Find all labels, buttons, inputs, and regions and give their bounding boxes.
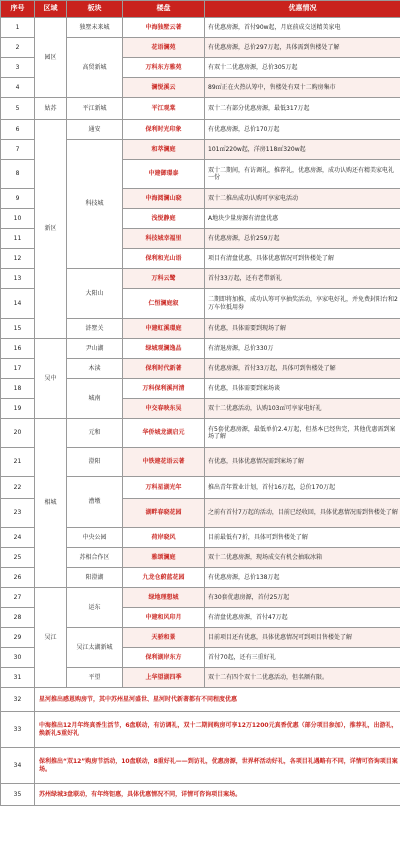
row-number: 5 [1,98,35,120]
offer-text: 有5套优惠房源，最低单价2.4万起，但基本已经售完，其他优惠需到案场了解 [205,419,400,448]
project-name: 九龙仓蔚蓝花园 [123,568,205,588]
board-cell: 吴江太湖新城 [67,628,123,668]
board-cell: 元和 [67,419,123,448]
row-number: 23 [1,499,35,528]
area-cell: 姑苏 [35,98,67,120]
table-row [1,339,400,359]
row-number: 13 [1,269,35,289]
offer-text: 有优惠，具体需要到现场了解 [205,319,400,339]
offer-text: 有优惠房源，首付90w起，月底前成交送精美家电 [205,18,400,38]
offer-text: 双十二优惠房源，现场成交有机会抽取冰箱 [205,548,400,568]
col-header-board: 板块 [67,1,123,18]
board-cell: 独墅未来城 [67,18,123,38]
row-number: 28 [1,608,35,628]
project-name: 中建虹溪璟庭 [123,319,205,339]
row-number: 22 [1,477,35,499]
row-number: 17 [1,359,35,379]
table-row [1,18,400,38]
offer-text: 有优惠，具体优惠情况需到案场了解 [205,448,400,477]
offer-text: 有清退房源，总价330万 [205,339,400,359]
project-name: 花语澜苑 [123,38,205,58]
offer-text: 有30套优惠房源，首付25万起 [205,588,400,608]
board-cell: 高贸新城 [67,38,123,98]
offer-text: 有优惠房源，总价138万起 [205,568,400,588]
row-number: 32 [1,688,35,712]
project-name: 澜悦溪云 [123,78,205,98]
project-name: 和萃澜庭 [123,140,205,160]
offer-text: 有清盘优惠房源，首付47万起 [205,608,400,628]
row-number: 29 [1,628,35,648]
board-cell: 漕墩 [67,477,123,528]
project-name: 湖畔春晓花园 [123,499,205,528]
offer-text: 有优惠房源，总价170万起 [205,120,400,140]
project-name: 保利时光印象 [123,120,205,140]
col-header-project: 楼盘 [123,1,205,18]
row-number: 4 [1,78,35,98]
project-name: 中海独墅云著 [123,18,205,38]
area-cell: 新区 [35,120,67,339]
project-name: 保利时代新著 [123,359,205,379]
offer-text: 有优惠房源，总价297万起，具体需到售楼处了解 [205,38,400,58]
board-cell: 城南 [67,379,123,419]
row-number: 24 [1,528,35,548]
project-name: 上华望湖四季 [123,668,205,688]
offer-text: 101㎡220w起，洋房118㎡320w起 [205,140,400,160]
table-row [1,419,400,448]
row-number: 16 [1,339,35,359]
board-cell: 运东 [67,588,123,628]
offer-text: 有优惠，具体需要到案场谈 [205,379,400,399]
row-number: 21 [1,448,35,477]
project-name: 浅悦静庭 [123,209,205,229]
project-name: 雅颂澜庭 [123,548,205,568]
header-row [1,1,400,18]
board-cell: 科技城 [67,140,123,269]
col-header-area: 区域 [35,1,67,18]
row-number: 8 [1,160,35,189]
note-row [1,748,400,784]
offer-text: 首付70起，还有三重好礼 [205,648,400,668]
board-cell: 浒墅关 [67,319,123,339]
note-row [1,712,400,748]
board-cell: 中央公园 [67,528,123,548]
offer-text: 89㎡正在火热认筹中，售楼处有双十二购房集市 [205,78,400,98]
offer-text: 双十二推出成功认购可享家电活动 [205,189,400,209]
project-name: 绿城观澜逸品 [123,339,205,359]
project-name: 中海阅澜山晓 [123,189,205,209]
row-number: 2 [1,38,35,58]
note-text: 保利推出“双12”购房节活动，10盘联动，8重好礼——到访礼，优惠房源，世界杯活动好礼，各项目礼遇略有不同，详情可咨询项目案场。 [35,748,400,784]
offer-text: 目前最低有7折，具体可到售楼处了解 [205,528,400,548]
offer-text: 有双十二优惠房源，总价305万起 [205,58,400,78]
row-number: 20 [1,419,35,448]
offer-text: 二期即将加推，成功认筹可享抽奖活动，享家电好礼，并免费封阳台和2万车位抵用券 [205,289,400,319]
note-row [1,688,400,712]
project-name: 华侨城龙湖启元 [123,419,205,448]
offer-text: 双十二优惠活动，认购103㎡可享家电好礼 [205,399,400,419]
row-number: 31 [1,668,35,688]
project-name: 万科保利溪河清 [123,379,205,399]
row-number: 25 [1,548,35,568]
row-number: 18 [1,379,35,399]
row-number: 27 [1,588,35,608]
row-number: 11 [1,229,35,249]
area-cell: 相城 [35,419,67,588]
offer-text: 推出青年置业计划，首付16万起，总价170万起 [205,477,400,499]
row-number: 33 [1,712,35,748]
project-name: 保利湖岸东方 [123,648,205,668]
project-name: 科技城幸福里 [123,229,205,249]
project-name: 万科云鹭 [123,269,205,289]
project-name: 绿地理想城 [123,588,205,608]
project-name: 仁恒澜庭叙 [123,289,205,319]
project-name: 万科星湖光年 [123,477,205,499]
project-name: 天骄和景 [123,628,205,648]
row-number: 19 [1,399,35,419]
note-text: 星河推出感恩购房节，其中苏州星河盛世、星河时代新著都有不同程度优惠 [35,688,400,712]
project-name: 中建和风印月 [123,608,205,628]
row-number: 9 [1,189,35,209]
offer-text: 双十二期间，有访调礼，推荐礼，优惠房源，成功认购还有精美家电礼一份 [205,160,400,189]
offer-text: 目前项目还有优惠，具体优惠情况可到项目售楼处了解 [205,628,400,648]
board-cell: 大阳山 [67,269,123,319]
board-cell: 阳澄湖 [67,568,123,588]
project-name: 平江观棠 [123,98,205,120]
area-cell: 吴中 [35,339,67,419]
offer-text: 双十二有四个双十二优惠活动，但名额有限。 [205,668,400,688]
area-cell: 吴江 [35,588,67,688]
project-name: 万科东方雅苑 [123,58,205,78]
row-number: 1 [1,18,35,38]
row-number: 12 [1,249,35,269]
board-cell: 尹山湖 [67,339,123,359]
offer-text: 之前有首付7万起的活动，目前已经收回，具体优惠情况需到售楼处了解 [205,499,400,528]
offer-text: 首付33万起，还有老带新礼 [205,269,400,289]
row-number: 7 [1,140,35,160]
row-number: 30 [1,648,35,668]
col-header-offer: 优惠情况 [205,1,400,18]
area-cell: 园区 [35,18,67,98]
project-name: 中铁建花语云著 [123,448,205,477]
project-name: 中交春映东吴 [123,399,205,419]
row-number: 26 [1,568,35,588]
project-name: 保利和光山语 [123,249,205,269]
offer-text: A地块少量房源有清盘优惠 [205,209,400,229]
offer-text: 有优惠房源，首付33万起，具体可到售楼处了解 [205,359,400,379]
offer-text: 双十二有部分优惠房源，最低317万起 [205,98,400,120]
row-number: 14 [1,289,35,319]
project-name: 荷岸晓风 [123,528,205,548]
row-number: 6 [1,120,35,140]
offer-text: 项目有清盘优惠，具体优惠情况可到售楼处了解 [205,249,400,269]
table-row [1,120,400,140]
board-cell: 通安 [67,120,123,140]
row-number: 10 [1,209,35,229]
board-cell: 平望 [67,668,123,688]
board-cell: 澄阳 [67,448,123,477]
offer-text: 有优惠房源，总价259万起 [205,229,400,249]
col-header-no: 序号 [1,1,35,18]
board-cell: 平江新城 [67,98,123,120]
row-number: 3 [1,58,35,78]
note-row [1,784,400,806]
row-number: 34 [1,748,35,784]
board-cell: 苏相合作区 [67,548,123,568]
table-row [1,98,400,120]
note-text: 苏州绿城3盘联动，有年终钜惠，具体优惠情况不同，详情可咨询项目案场。 [35,784,400,806]
project-name: 中建御璟泰 [123,160,205,189]
board-cell: 木渎 [67,359,123,379]
row-number: 15 [1,319,35,339]
note-text: 中海推出12月年终真香生活节，6盘联动，有访调礼，双十二期间购房可享12万1200元真香优惠（部分项目参加），推荐礼，出游礼，焕新礼5重好礼 [35,712,400,748]
row-number: 35 [1,784,35,806]
table-row [1,588,400,608]
